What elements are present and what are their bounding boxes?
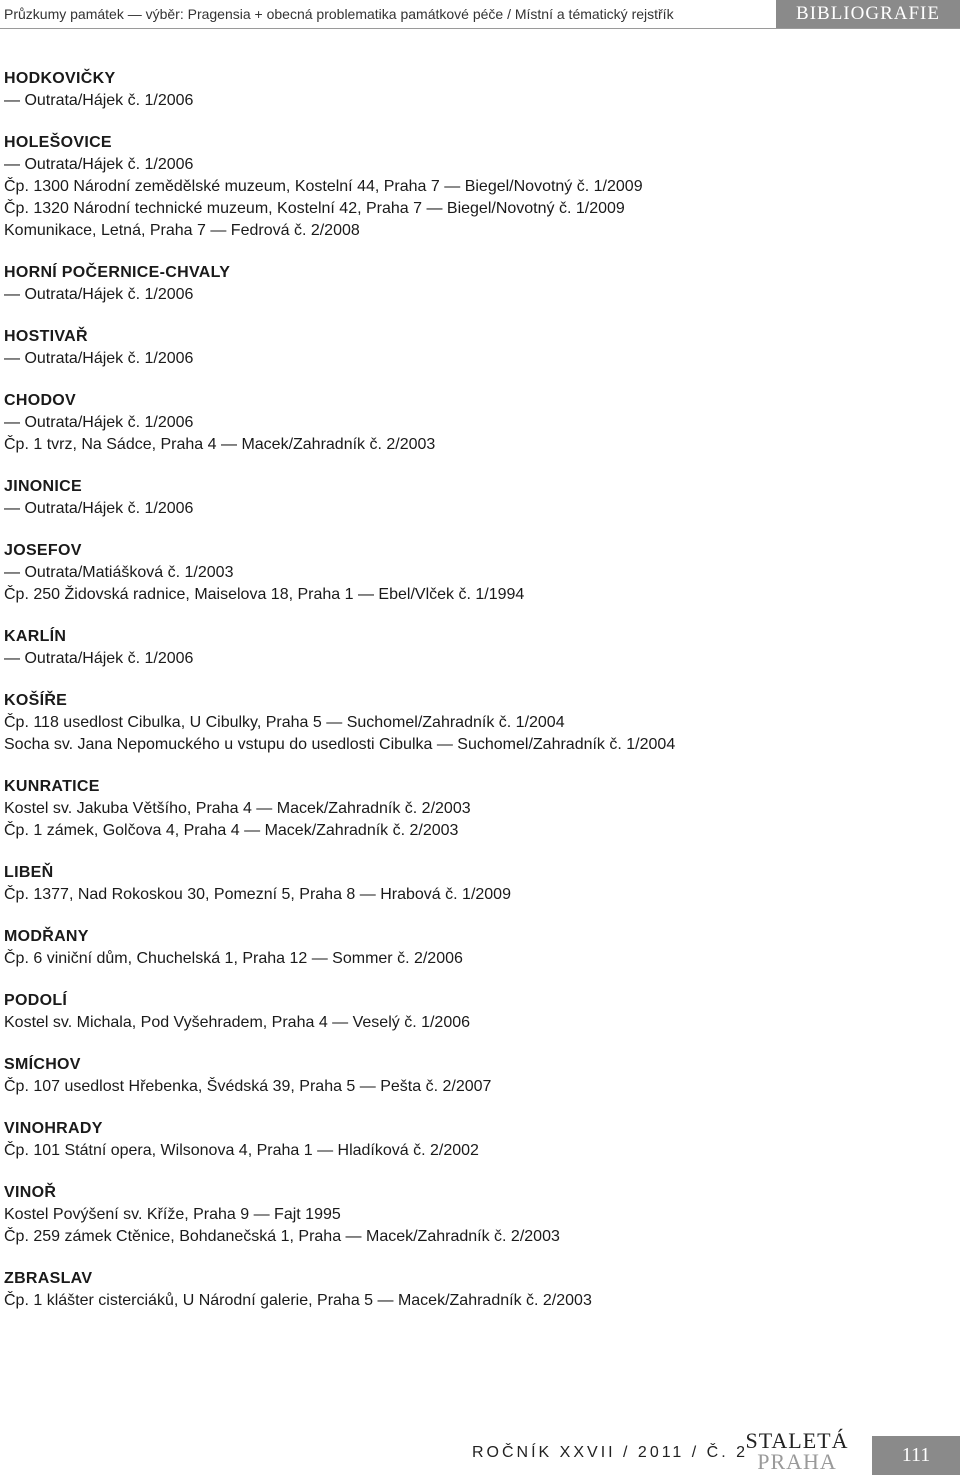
entry-author: Macek/Zahradník — [241, 436, 366, 453]
entry-author: Fedrová — [230, 222, 290, 239]
section-title: HOLEŠOVICE — [4, 134, 112, 151]
entry-ref: č. 2/2003 — [365, 436, 436, 453]
section-title: KUNRATICE — [4, 778, 100, 795]
index-entry — [4, 154, 954, 176]
entry-ref: č. 1/2004 — [604, 736, 676, 753]
index-section — [4, 1182, 954, 1248]
index-entry — [4, 884, 954, 906]
entry-author: Veselý — [352, 1014, 400, 1031]
index-section — [4, 68, 954, 112]
entry-text: Čp. 250 Židovská radnice, Maiselova 18, Praha 1 — — [4, 586, 379, 603]
index-section — [4, 690, 954, 756]
index-entry — [4, 1204, 954, 1226]
entry-ref: č. 1/2006 — [123, 286, 194, 303]
section-title: HODKOVIČKY — [4, 70, 116, 87]
entry-ref: č. 1/2006 — [123, 92, 194, 109]
section-title: KOŠÍŘE — [4, 692, 68, 709]
entry-author: Suchomel/Zahradník — [346, 714, 495, 731]
index-section — [4, 390, 954, 456]
index-section — [4, 132, 954, 242]
entry-ref: č. 1/1994 — [454, 586, 525, 603]
index-entry — [4, 1012, 954, 1034]
section-title: PODOLÍ — [4, 992, 68, 1009]
entry-author: Outrata/Hájek — [24, 156, 124, 173]
entry-text: — — [4, 414, 25, 431]
index-section — [4, 926, 954, 970]
index-entry — [4, 948, 954, 970]
entry-ref: č. 1/2006 — [123, 350, 194, 367]
page-number: 111 — [872, 1436, 960, 1475]
entry-ref: č. 2/2008 — [289, 222, 360, 239]
index-entry — [4, 798, 954, 820]
index-section — [4, 326, 954, 370]
entry-text: Čp. 107 usedlost Hřebenka, Švédská 39, Praha 5 — — [4, 1078, 381, 1095]
entry-author: Sommer — [332, 950, 393, 967]
section-title: VINOHRADY — [4, 1120, 103, 1137]
entry-author: Outrata/Hájek — [24, 286, 124, 303]
index-entry — [4, 562, 954, 584]
entry-author: Biegel/Novotný — [464, 178, 573, 195]
section-title: JINONICE — [4, 478, 82, 495]
entry-text: Komunikace, Letná, Praha 7 — — [4, 222, 231, 239]
entry-author: Suchomel/Zahradník — [457, 736, 605, 753]
entry-text: — — [4, 286, 25, 303]
entry-text: Kostel Povýšení sv. Kříže, Praha 9 — — [4, 1206, 275, 1223]
section-title: JOSEFOV — [4, 542, 82, 559]
index-entry — [4, 712, 954, 734]
entry-text: Čp. 259 zámek Ctěnice, Bohdanečská 1, Praha — — [4, 1228, 366, 1245]
entry-text: Čp. 1377, Nad Rokoskou 30, Pomezní 5, Praha 8 — — [4, 886, 381, 903]
entry-author: Outrata/Hájek — [24, 500, 124, 517]
entry-ref: č. 1/2009 — [554, 200, 625, 217]
entry-ref: č. 2/2003 — [489, 1228, 560, 1245]
entry-author: Fajt — [274, 1206, 301, 1223]
page-header — [0, 0, 960, 29]
entry-ref: č. 1/2006 — [123, 650, 194, 667]
entry-author: Macek/Zahradník — [264, 822, 389, 839]
entry-author: Outrata/Matiášková — [24, 564, 164, 581]
section-title: ZBRASLAV — [4, 1270, 93, 1287]
index-entry — [4, 498, 954, 520]
entry-ref: č. 2/2006 — [392, 950, 463, 967]
entry-text: Čp. 118 usedlost Cibulka, U Cibulky, Praha 5 — — [4, 714, 347, 731]
entry-author: Outrata/Hájek — [24, 350, 124, 367]
index-section — [4, 262, 954, 306]
section-title: HOSTIVAŘ — [4, 328, 88, 345]
entry-text: — — [4, 650, 25, 667]
index-section — [4, 540, 954, 606]
index-entry — [4, 434, 954, 456]
entry-text: — — [4, 500, 25, 517]
index-section — [4, 862, 954, 906]
entry-author: Outrata/Hájek — [24, 92, 124, 109]
entry-ref: č. 1/2006 — [123, 414, 194, 431]
index-entry — [4, 584, 954, 606]
index-entry — [4, 1290, 954, 1312]
index-section — [4, 1118, 954, 1162]
entry-author: Outrata/Hájek — [24, 650, 124, 667]
entry-text: — — [4, 92, 25, 109]
section-title: SMÍCHOV — [4, 1056, 81, 1073]
entry-text: Čp. 6 viniční dům, Chuchelská 1, Praha 12 — — [4, 950, 333, 967]
index-section — [4, 1268, 954, 1312]
entry-ref: č. 1/2004 — [494, 714, 565, 731]
entry-text: Čp. 1300 Národní zemědělské muzeum, Kostelní 44, Praha 7 — — [4, 178, 465, 195]
section-label: BIBLIOGRAFIE — [776, 0, 960, 28]
section-title: LIBEŇ — [4, 864, 54, 881]
section-title: MODŘANY — [4, 928, 89, 945]
entry-ref: č. 1/2006 — [123, 500, 194, 517]
index-section — [4, 990, 954, 1034]
entry-ref: č. 2/2003 — [400, 800, 471, 817]
section-title: KARLÍN — [4, 628, 67, 645]
page-footer — [0, 1428, 960, 1475]
entry-author: Macek/Zahradník — [397, 1292, 522, 1309]
index-entry — [4, 648, 954, 670]
entry-author: Macek/Zahradník — [276, 800, 401, 817]
index-entry — [4, 1076, 954, 1098]
entry-text: — — [4, 350, 25, 367]
entry-ref: č. 1/2009 — [440, 886, 511, 903]
entry-author: Macek/Zahradník — [365, 1228, 490, 1245]
entry-ref: č. 2/2003 — [521, 1292, 592, 1309]
entry-author: Outrata/Hájek — [24, 414, 124, 431]
index-entry — [4, 176, 954, 198]
entry-author: Ebel/Vlček — [378, 586, 455, 603]
section-title: HORNÍ POČERNICE-CHVALY — [4, 264, 231, 281]
index-section — [4, 626, 954, 670]
entry-text: Kostel sv. Michala, Pod Vyšehradem, Praha 4 — — [4, 1014, 353, 1031]
section-title: CHODOV — [4, 392, 77, 409]
index-section — [4, 476, 954, 520]
entry-text: Čp. 101 Státní opera, Wilsonova 4, Praha 1 — — [4, 1142, 338, 1159]
entry-ref: č. 1/2009 — [572, 178, 643, 195]
entry-text: Čp. 1320 Národní technické muzeum, Kostelní 42, Praha 7 — — [4, 200, 447, 217]
journal-logo — [742, 1430, 852, 1472]
entry-ref: č. 1/2006 — [399, 1014, 471, 1031]
index-entry — [4, 90, 954, 112]
index-section — [4, 1054, 954, 1098]
entry-author: Pešta — [380, 1078, 422, 1095]
entry-ref: č. 2/2007 — [421, 1078, 492, 1095]
entry-text: Čp. 1 zámek, Golčova 4, Praha 4 — — [4, 822, 265, 839]
entry-ref: č. 1/2003 — [163, 564, 234, 581]
entry-ref: č. 2/2003 — [388, 822, 459, 839]
index-entry — [4, 220, 954, 242]
index-entry — [4, 412, 954, 434]
index-entry — [4, 734, 954, 756]
entry-author: Hladíková — [337, 1142, 409, 1159]
entry-author: Hrabová — [380, 886, 441, 903]
logo-bottom-text: PRAHA — [757, 1449, 837, 1474]
index-entry — [4, 1226, 954, 1248]
entry-author: Biegel/Novotný — [446, 200, 555, 217]
index-entry — [4, 284, 954, 306]
entry-ref: č. 1/2006 — [123, 156, 194, 173]
index-entry — [4, 820, 954, 842]
breadcrumb: Průzkumy památek — výběr: Pragensia + obecná problematika památkové péče / Místní a tématický rejstřík — [4, 6, 674, 22]
index-section — [4, 776, 954, 842]
entry-ref: 1995 — [300, 1206, 341, 1223]
index-entry — [4, 1140, 954, 1162]
entry-text: Kostel sv. Jakuba Většího, Praha 4 — — [4, 800, 277, 817]
entry-text: — — [4, 156, 25, 173]
entry-text: Čp. 1 klášter cisterciáků, U Národní galerie, Praha 5 — — [4, 1292, 398, 1309]
entry-text: Socha sv. Jana Nepomuckého u vstupu do usedlosti Cibulka — — [4, 736, 458, 753]
section-title: VINOŘ — [4, 1184, 57, 1201]
entry-text: Čp. 1 tvrz, Na Sádce, Praha 4 — — [4, 436, 242, 453]
logo-top-text: STALETÁ — [745, 1428, 849, 1453]
entry-ref: č. 2/2002 — [408, 1142, 479, 1159]
index-entry — [4, 348, 954, 370]
issue-info: ROČNÍK XXVII / 2011 / Č. 2 — [472, 1444, 748, 1461]
index-content — [4, 68, 954, 1332]
entry-text: — — [4, 564, 25, 581]
index-entry — [4, 198, 954, 220]
